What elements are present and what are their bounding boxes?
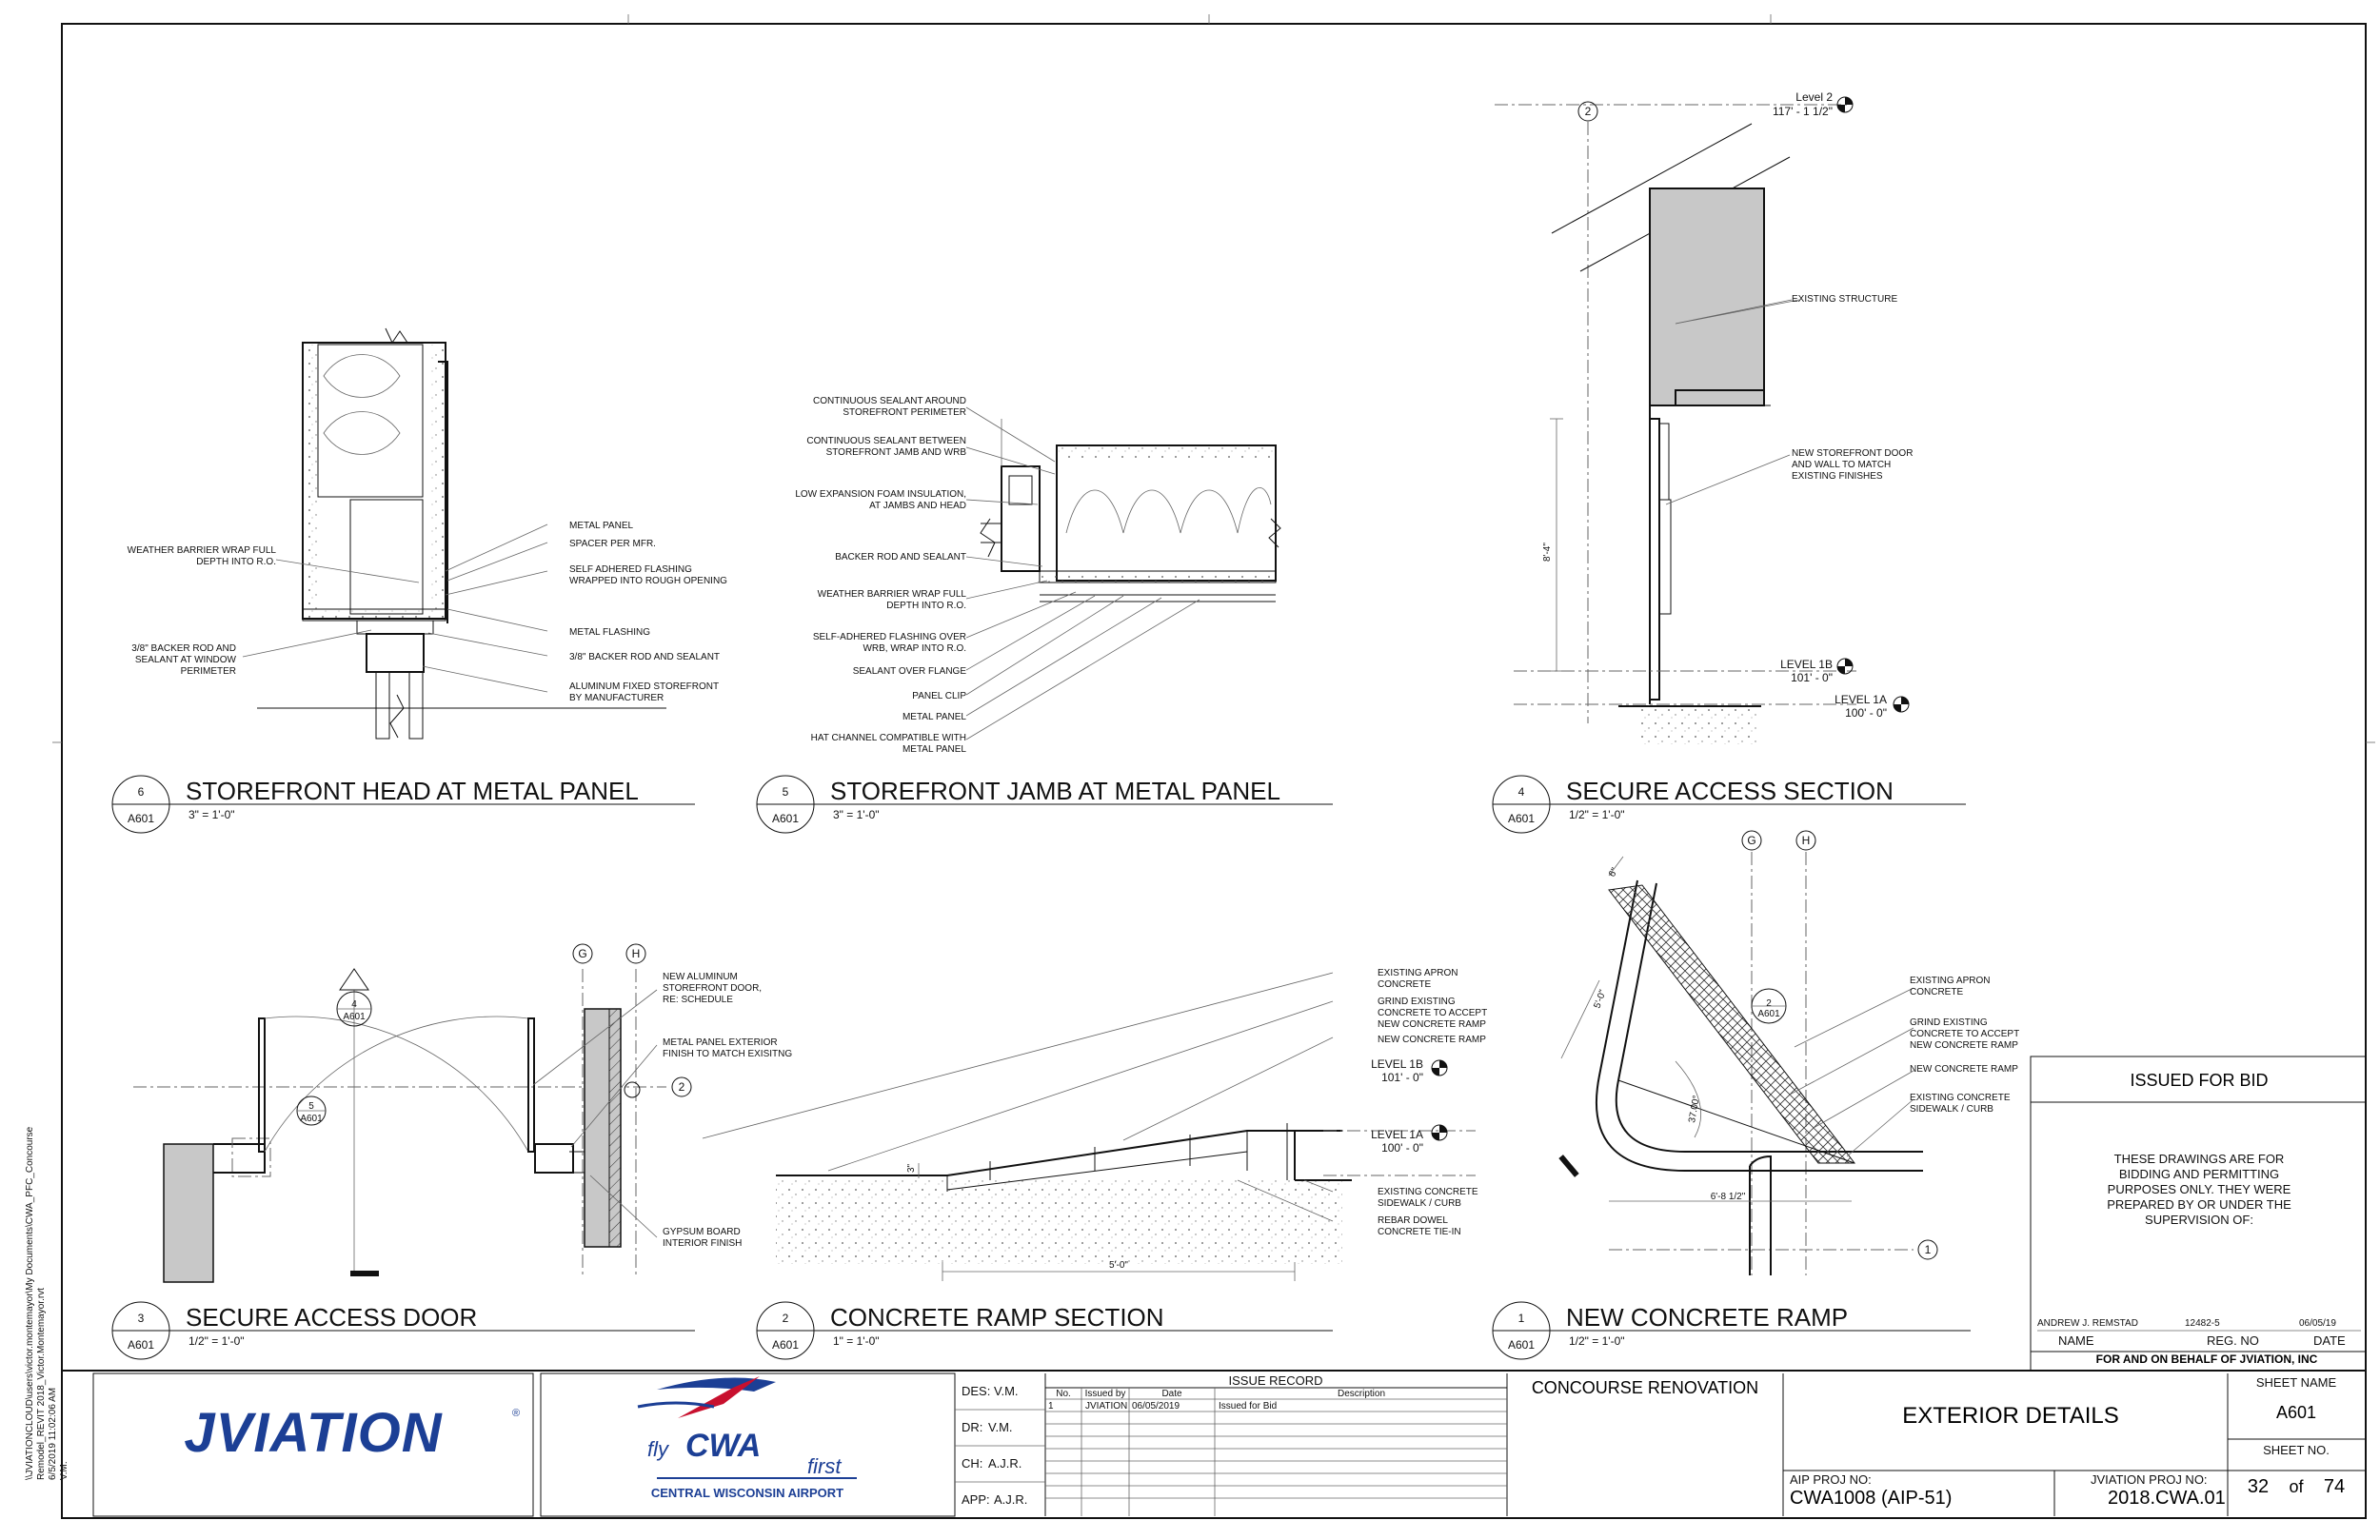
section-tag-number: 4 [351, 999, 357, 1010]
issue-cell: Issued for Bid [1219, 1401, 1278, 1412]
note: PERIMETER [180, 666, 236, 677]
note: BY MANUFACTURER [569, 693, 664, 703]
note: LOW EXPANSION FOAM INSULATION, [795, 489, 966, 500]
note: CONCRETE TO ACCEPT [1378, 1008, 1488, 1018]
note: NEW STOREFRONT DOOR [1792, 448, 1914, 459]
detail-5-drawing [981, 419, 1280, 602]
detail-sheet-ref: A601 [127, 1338, 155, 1352]
note: METAL PANEL [902, 744, 966, 755]
note: SEALANT OVER FLANGE [852, 666, 966, 677]
note: NEW CONCRETE RAMP [1910, 1064, 2018, 1075]
note: INTERIOR FINISH [663, 1238, 743, 1249]
note: STOREFRONT PERIMETER [843, 407, 966, 418]
note: FINISH TO MATCH EXISITNG [663, 1049, 793, 1059]
level-elevation: 117' - 1 1/2" [1772, 105, 1833, 118]
sheet-name-label: SHEET NAME [2255, 1375, 2337, 1390]
des-label: DES: [962, 1384, 991, 1398]
sheet-no-label: SHEET NO. [2263, 1443, 2330, 1457]
des-value: V.M. [994, 1384, 1019, 1398]
level-name: LEVEL 1B [1371, 1057, 1423, 1071]
file-path-line: V.M. [59, 1461, 69, 1480]
note: CONTINUOUS SEALANT BETWEEN [806, 436, 966, 446]
note: RE: SCHEDULE [663, 995, 733, 1005]
note: METAL PANEL [569, 521, 634, 531]
note: WEATHER BARRIER WRAP FULL [817, 589, 966, 600]
level-elevation: 100' - 0" [1381, 1141, 1423, 1155]
note: EXISTING APRON [1378, 968, 1458, 978]
level-name: LEVEL 1A [1371, 1128, 1423, 1141]
detail-number: 6 [137, 785, 145, 799]
detail-title-2 [757, 1302, 1333, 1359]
grid-label: 2 [678, 1080, 685, 1094]
dim-width: 5'-0" [1109, 1260, 1128, 1271]
detail-number: 5 [782, 785, 789, 799]
note: NEW CONCRETE RAMP [1378, 1035, 1486, 1045]
issue-col-header: Description [1337, 1389, 1386, 1399]
note: PANEL CLIP [912, 691, 966, 701]
issue-col-header: Issued by [1084, 1389, 1126, 1399]
detail-title-6 [112, 776, 695, 833]
detail-sheet-ref: A601 [1507, 1338, 1536, 1352]
dim-length: 6'-8 1/2" [1710, 1192, 1746, 1202]
stamp-line: SUPERVISION OF: [2145, 1213, 2253, 1227]
stamp-label-date: DATE [2313, 1333, 2346, 1348]
sheet-name-value: A601 [2275, 1403, 2317, 1422]
note: WRB, WRAP INTO R.O. [863, 643, 966, 654]
dim-height: 3" [906, 1163, 917, 1173]
detail-title: SECURE ACCESS DOOR [186, 1303, 478, 1332]
note: CONTINUOUS SEALANT AROUND [813, 396, 966, 406]
stamp-behalf: FOR AND ON BEHALF OF JVIATION, INC [2095, 1352, 2318, 1366]
note: NEW CONCRETE RAMP [1378, 1019, 1486, 1030]
dr-label: DR: [962, 1420, 983, 1434]
detail-number: 4 [1517, 785, 1525, 799]
issue-record-title: ISSUE RECORD [1228, 1373, 1323, 1388]
grid-label: H [631, 947, 641, 960]
detail-title-1 [1493, 1302, 1971, 1359]
detail-title: STOREFRONT JAMB AT METAL PANEL [830, 777, 1280, 805]
note: NEW ALUMINUM [663, 972, 738, 982]
detail-scale: 3" = 1'-0" [188, 808, 235, 821]
title-block [62, 1371, 2366, 1516]
dim-height: 8'-4" [1542, 543, 1553, 562]
grid-label: 1 [1924, 1243, 1932, 1256]
note: DEPTH INTO R.O. [196, 557, 276, 567]
client-name: CENTRAL WISCONSIN AIRPORT [650, 1486, 844, 1500]
client-logo-first: first [807, 1454, 842, 1478]
detail-number: 3 [137, 1312, 145, 1325]
stamp-line: THESE DRAWINGS ARE FOR [2113, 1152, 2285, 1166]
level-elevation: 101' - 0" [1791, 671, 1833, 684]
note: ALUMINUM FIXED STOREFRONT [569, 681, 720, 692]
dr-value: V.M. [988, 1420, 1013, 1434]
detail-title-3 [112, 1302, 695, 1359]
detail-3-notes [300, 972, 792, 1249]
note: SPACER PER MFR. [569, 539, 656, 549]
stamp-line: PURPOSES ONLY. THEY WERE [2107, 1182, 2291, 1196]
ch-value: A.J.R. [988, 1456, 1022, 1471]
file-path-line: 6/5/2019 11:02:06 AM [48, 1387, 58, 1480]
company-logo: JVIATION [184, 1402, 443, 1464]
detail-title-4 [1493, 776, 1966, 833]
sheet-of: of [2289, 1477, 2304, 1496]
engineer-date: 06/05/19 [2299, 1318, 2336, 1329]
note: CONCRETE TO ACCEPT [1910, 1029, 2020, 1039]
note: SEALANT AT WINDOW [134, 655, 236, 665]
detail-scale: 1/2" = 1'-0" [188, 1334, 245, 1348]
stamp-label-name: NAME [2058, 1333, 2094, 1348]
note: DEPTH INTO R.O. [886, 601, 966, 611]
detail-number: 1 [1517, 1312, 1525, 1325]
note: REBAR DOWEL [1378, 1215, 1448, 1226]
file-path-line: \\JVIATIONCLOUD\users\victor.montemayor\My Documents\CWA_PFC_Concourse [25, 1126, 35, 1480]
engineer-name: ANDREW J. REMSTAD [2037, 1318, 2138, 1329]
detail-title: SECURE ACCESS SECTION [1566, 777, 1894, 805]
detail-sheet-ref: A601 [771, 1338, 800, 1352]
issue-col-header: Date [1161, 1389, 1182, 1399]
note: NEW CONCRETE RAMP [1910, 1040, 2018, 1051]
dim-angle: 37.00° [1687, 1095, 1702, 1124]
note: METAL PANEL [902, 712, 966, 722]
note: SELF ADHERED FLASHING [569, 564, 692, 575]
grid-label: H [1801, 834, 1811, 847]
detail-6-drawing [257, 328, 666, 739]
client-logo-fly: fly [647, 1437, 668, 1461]
app-label: APP: [962, 1492, 990, 1507]
jviation-proj-label: JVIATION PROJ NO: [2091, 1472, 2208, 1487]
jviation-proj-number: 2018.CWA.01 [2108, 1488, 2226, 1509]
note: STOREFRONT JAMB AND WRB [825, 447, 966, 458]
issue-cell: 06/05/2019 [1132, 1401, 1180, 1412]
detail-title: CONCRETE RAMP SECTION [830, 1303, 1164, 1332]
detail-sheet-ref: A601 [771, 812, 800, 825]
project-name: CONCOURSE RENOVATION [1531, 1378, 1759, 1397]
section-tag-sheet: A601 [300, 1114, 323, 1124]
note: EXISTING CONCRETE [1378, 1187, 1478, 1197]
app-value: A.J.R. [994, 1492, 1028, 1507]
note: SIDEWALK / CURB [1910, 1104, 1993, 1115]
section-tag-number: 5 [308, 1101, 314, 1112]
detail-scale: 1/2" = 1'-0" [1569, 1334, 1625, 1348]
sheet-no-value: 32 [2247, 1476, 2270, 1497]
seal-stamp [2031, 1056, 2366, 1371]
note: 3/8" BACKER ROD AND SEALANT [569, 652, 721, 662]
detail-6-leaders [243, 524, 547, 692]
note: STOREFRONT DOOR, [663, 983, 763, 994]
note: EXISTING APRON [1910, 976, 1991, 986]
level-elevation: 101' - 0" [1381, 1071, 1423, 1084]
grid-label: 2 [1584, 105, 1592, 118]
sheet-border [62, 24, 2366, 1518]
stamp-line: PREPARED BY OR UNDER THE [2107, 1197, 2291, 1212]
sheet-title: EXTERIOR DETAILS [1902, 1403, 2119, 1429]
aip-label: AIP PROJ NO: [1790, 1472, 1872, 1487]
note: EXISTING FINISHES [1792, 471, 1883, 482]
client-logo-cwa: CWA [685, 1428, 762, 1464]
note: GRIND EXISTING [1378, 997, 1456, 1007]
detail-number: 2 [782, 1312, 789, 1325]
detail-sheet-ref: A601 [1507, 812, 1536, 825]
grid-label: G [578, 947, 587, 960]
section-tag-sheet: A601 [1757, 1009, 1780, 1019]
note: BACKER ROD AND SEALANT [835, 552, 966, 563]
note: WEATHER BARRIER WRAP FULL [127, 545, 276, 556]
note: WRAPPED INTO ROUGH OPENING [569, 576, 727, 586]
aip-number: CWA1008 (AIP-51) [1790, 1488, 1953, 1509]
note: METAL PANEL EXTERIOR [663, 1037, 778, 1048]
section-tag-sheet: A601 [343, 1012, 366, 1022]
level-name: LEVEL 1B [1780, 658, 1833, 671]
note: CONCRETE [1378, 979, 1432, 990]
note: GYPSUM BOARD [663, 1227, 741, 1237]
detail-title: NEW CONCRETE RAMP [1566, 1303, 1849, 1332]
note: 3/8" BACKER ROD AND [131, 643, 236, 654]
note: HAT CHANNEL COMPATIBLE WITH [810, 733, 966, 743]
file-path-line: Remodel_REVIT 2018_Victor.Montemayor.rvt [36, 1288, 47, 1480]
dim-radius: 5'-0" [1592, 988, 1609, 1011]
detail-1-drawing [1558, 831, 1937, 1275]
engineer-reg-no: 12482-5 [2185, 1318, 2220, 1329]
detail-sheet-ref: A601 [127, 812, 155, 825]
stamp-line: BIDDING AND PERMITTING [2118, 1167, 2280, 1181]
dim-tick: 6" [1607, 866, 1621, 879]
note: AT JAMBS AND HEAD [869, 501, 966, 511]
detail-3-drawing [133, 944, 691, 1282]
note: METAL FLASHING [569, 627, 651, 638]
issue-cell: JVIATION [1085, 1401, 1128, 1412]
note: EXISTING CONCRETE [1910, 1093, 2011, 1103]
detail-scale: 3" = 1'-0" [833, 808, 880, 821]
detail-4-notes [1773, 90, 1913, 720]
detail-4-drawing [1495, 97, 1909, 744]
stamp-label-reg: REG. NO [2207, 1333, 2259, 1348]
detail-5-notes [795, 396, 966, 755]
airplane-icon [638, 1376, 776, 1418]
logo-registered-mark: ® [512, 1408, 521, 1419]
note: EXISTING STRUCTURE [1792, 294, 1898, 305]
grid-label: G [1747, 834, 1756, 847]
issue-cell: 1 [1048, 1401, 1054, 1412]
sheet-total: 74 [2323, 1476, 2346, 1497]
detail-title: STOREFRONT HEAD AT METAL PANEL [186, 777, 639, 805]
note: CONCRETE TIE-IN [1378, 1227, 1461, 1237]
issue-col-header: No. [1056, 1389, 1071, 1399]
note: SELF-ADHERED FLASHING OVER [812, 632, 966, 642]
note: GRIND EXISTING [1910, 1017, 1988, 1028]
note: AND WALL TO MATCH [1792, 460, 1892, 470]
detail-scale: 1" = 1'-0" [833, 1334, 880, 1348]
note: SIDEWALK / CURB [1378, 1198, 1461, 1209]
stamp-heading: ISSUED FOR BID [2130, 1071, 2269, 1090]
note: CONCRETE [1910, 987, 1964, 997]
level-name: Level 2 [1795, 90, 1833, 104]
detail-title-5 [757, 776, 1333, 833]
detail-scale: 1/2" = 1'-0" [1569, 808, 1625, 821]
ch-label: CH: [962, 1456, 983, 1471]
level-elevation: 100' - 0" [1845, 706, 1887, 720]
detail-2-drawing [703, 973, 1476, 1281]
level-name: LEVEL 1A [1835, 693, 1887, 706]
section-tag-number: 2 [1766, 998, 1772, 1009]
